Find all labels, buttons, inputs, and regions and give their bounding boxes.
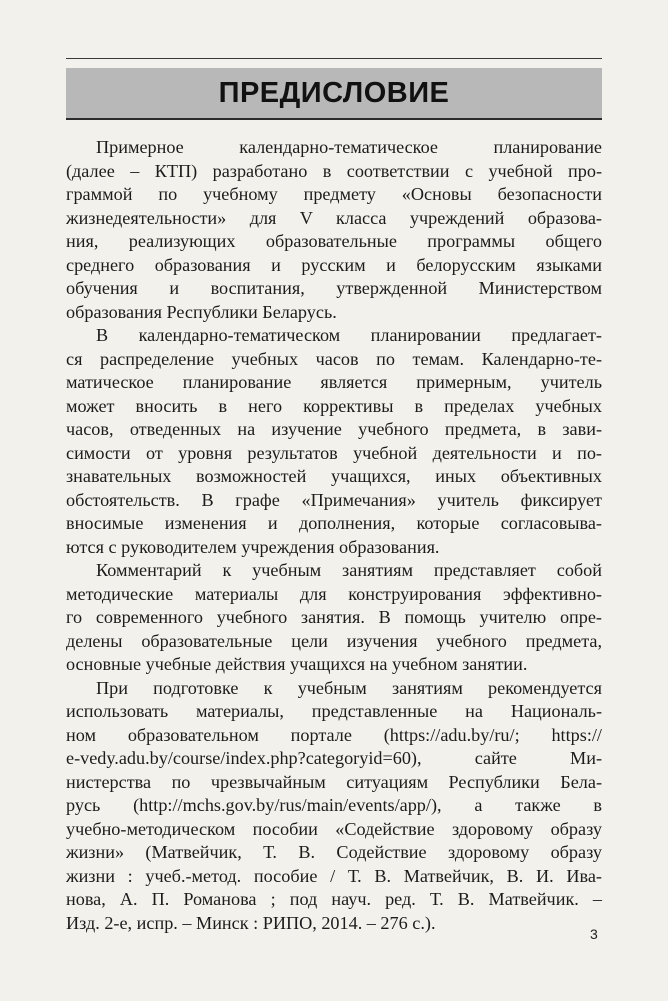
text-line: нистерства по чрезвычайным ситуациям Республики Бела- bbox=[66, 771, 602, 792]
text-line: ются с руководителем учреждения образования. bbox=[66, 536, 440, 557]
text-line: обстоятельств. В графе «Примечания» учитель фиксирует bbox=[66, 489, 602, 510]
text-line: жизни» (Матвейчик, Т. В. Содействие здоровому образу bbox=[66, 842, 602, 862]
text-line: симости от уровня результатов учебной деятельности и по- bbox=[66, 442, 602, 463]
text-line: Примерное календарно-тематическое планирование bbox=[96, 137, 602, 157]
page-title: ПРЕДИСЛОВИЕ bbox=[218, 76, 450, 109]
text-line: нова, А. П. Романова ; под науч. ред. Т. В. Матвейчик. – bbox=[66, 889, 602, 909]
text-line: учебно-методическом пособии «Содействие здоровому образу bbox=[66, 818, 602, 839]
text-line: использовать материалы, представленные на Националь- bbox=[66, 701, 602, 721]
text-line: знавательных возможностей учащихся, иных объективных bbox=[66, 466, 602, 486]
text-line: делены образовательные цели изучения учебного предмета, bbox=[66, 630, 602, 651]
text-line: среднего образования и русским и белорусским языками bbox=[66, 254, 602, 275]
text-line: го современного учебного занятия. В помощь учителю опре- bbox=[66, 607, 602, 627]
top-rule bbox=[66, 58, 602, 59]
text-line: (далее – КТП) разработано в соответствии с учебной про- bbox=[66, 160, 602, 181]
text-line: матическое планирование является примерным, учитель bbox=[66, 372, 602, 392]
text-line: Изд. 2-е, испр. – Минск : РИПО, 2014. – 276 с.). bbox=[66, 912, 436, 933]
text-line: основные учебные действия учащихся на учебном занятии. bbox=[66, 654, 528, 674]
page-number: 3 bbox=[590, 926, 598, 942]
text-line: может вносить в него коррективы в пределах учебных bbox=[66, 395, 602, 416]
text-line: жизнедеятельности» для V класса учреждений образова- bbox=[66, 207, 602, 228]
text-line: часов, отведенных на изучение учебного предмета, в зави- bbox=[66, 419, 602, 439]
text-line: В календарно-тематическом планировании предлагает- bbox=[96, 325, 602, 345]
text-line: образования Республики Беларусь. bbox=[66, 301, 337, 322]
text-line: жизни : учеб.-метод. пособие / Т. В. Матвейчик, В. И. Ива- bbox=[66, 865, 602, 886]
text-line: ся распределение учебных часов по темам. Календарно-те- bbox=[66, 348, 602, 369]
body-text bbox=[66, 136, 602, 935]
text-line: методические материалы для конструирования эффективно- bbox=[66, 583, 602, 604]
text-line: обучения и воспитания, утвержденной Министерством bbox=[66, 278, 602, 298]
text-line: При подготовке к учебным занятиям рекомендуется bbox=[96, 677, 602, 698]
text-line: Комментарий к учебным занятиям представляет собой bbox=[96, 560, 602, 580]
text-line: вносимые изменения и дополнения, которые согласовыва- bbox=[66, 513, 602, 533]
text-line: русь (http://mchs.gov.by/rus/main/events/app/), а также в bbox=[66, 795, 602, 815]
text-line: e-vedy.adu.by/course/index.php?categoryid=60), сайте Ми- bbox=[66, 748, 602, 768]
text-line: ном образовательном портале (https://adu.by/ru/; https:// bbox=[66, 724, 602, 745]
title-band bbox=[66, 68, 602, 120]
text-line: граммой по учебному предмету «Основы безопасности bbox=[66, 184, 602, 204]
text-line: ния, реализующих образовательные программы общего bbox=[66, 231, 602, 251]
